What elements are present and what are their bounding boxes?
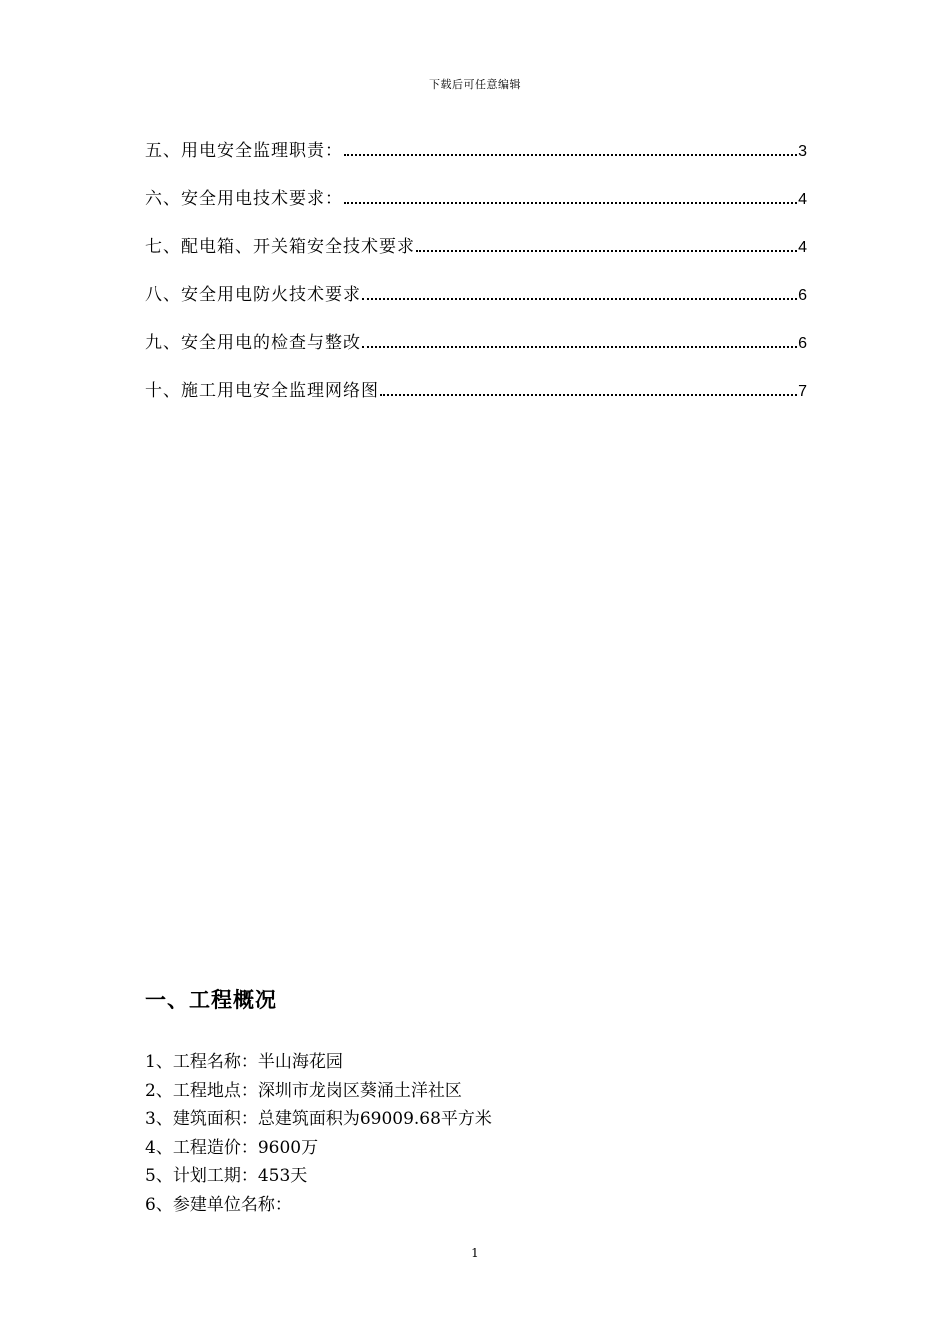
project-overview-list: [145, 1048, 807, 1219]
list-item: 6、参建单位名称：: [145, 1194, 292, 1215]
page-header-note: 下载后可任意编辑: [429, 78, 521, 91]
toc-entry-title: 六、安全用电技术要求：: [145, 189, 343, 209]
toc-entry[interactable]: [145, 376, 807, 424]
toc-leader-dots: [380, 393, 797, 396]
table-of-contents: [145, 136, 807, 424]
section-heading: 一、工程概况: [145, 988, 277, 1012]
toc-leader-dots: [362, 297, 797, 300]
toc-leader-dots: [416, 249, 797, 252]
toc-leader-dots: [344, 201, 797, 204]
toc-entry-title: 九、安全用电的检查与整改: [145, 333, 361, 353]
toc-entry-page: 6: [798, 335, 807, 352]
toc-entry[interactable]: [145, 184, 807, 232]
list-item: 5、计划工期：453天: [145, 1166, 308, 1186]
toc-entry[interactable]: [145, 328, 807, 376]
toc-entry-title: 八、安全用电防火技术要求: [145, 285, 361, 305]
toc-entry-page: 3: [798, 143, 807, 160]
toc-entry[interactable]: [145, 280, 807, 328]
toc-entry-page: 4: [798, 191, 807, 208]
list-item: 1、工程名称：半山海花园: [145, 1052, 343, 1072]
toc-leader-dots: [362, 345, 797, 348]
page-number: 1: [471, 1246, 479, 1260]
toc-entry[interactable]: [145, 136, 807, 184]
toc-entry[interactable]: [145, 232, 807, 280]
list-item: 2、工程地点：深圳市龙岗区葵涌土洋社区: [145, 1080, 462, 1101]
list-item: 3、建筑面积：总建筑面积为69009.68平方米: [145, 1109, 492, 1129]
toc-entry-title: 五、用电安全监理职责：: [145, 141, 343, 161]
toc-leader-dots: [344, 153, 797, 156]
toc-entry-page: 7: [798, 383, 807, 400]
toc-entry-page: 6: [798, 287, 807, 304]
toc-entry-page: 4: [798, 239, 807, 256]
toc-entry-title: 七、配电箱、开关箱安全技术要求: [145, 237, 415, 257]
toc-entry-title: 十、施工用电安全监理网络图: [145, 381, 379, 401]
list-item: 4、工程造价：9600万: [145, 1137, 319, 1158]
